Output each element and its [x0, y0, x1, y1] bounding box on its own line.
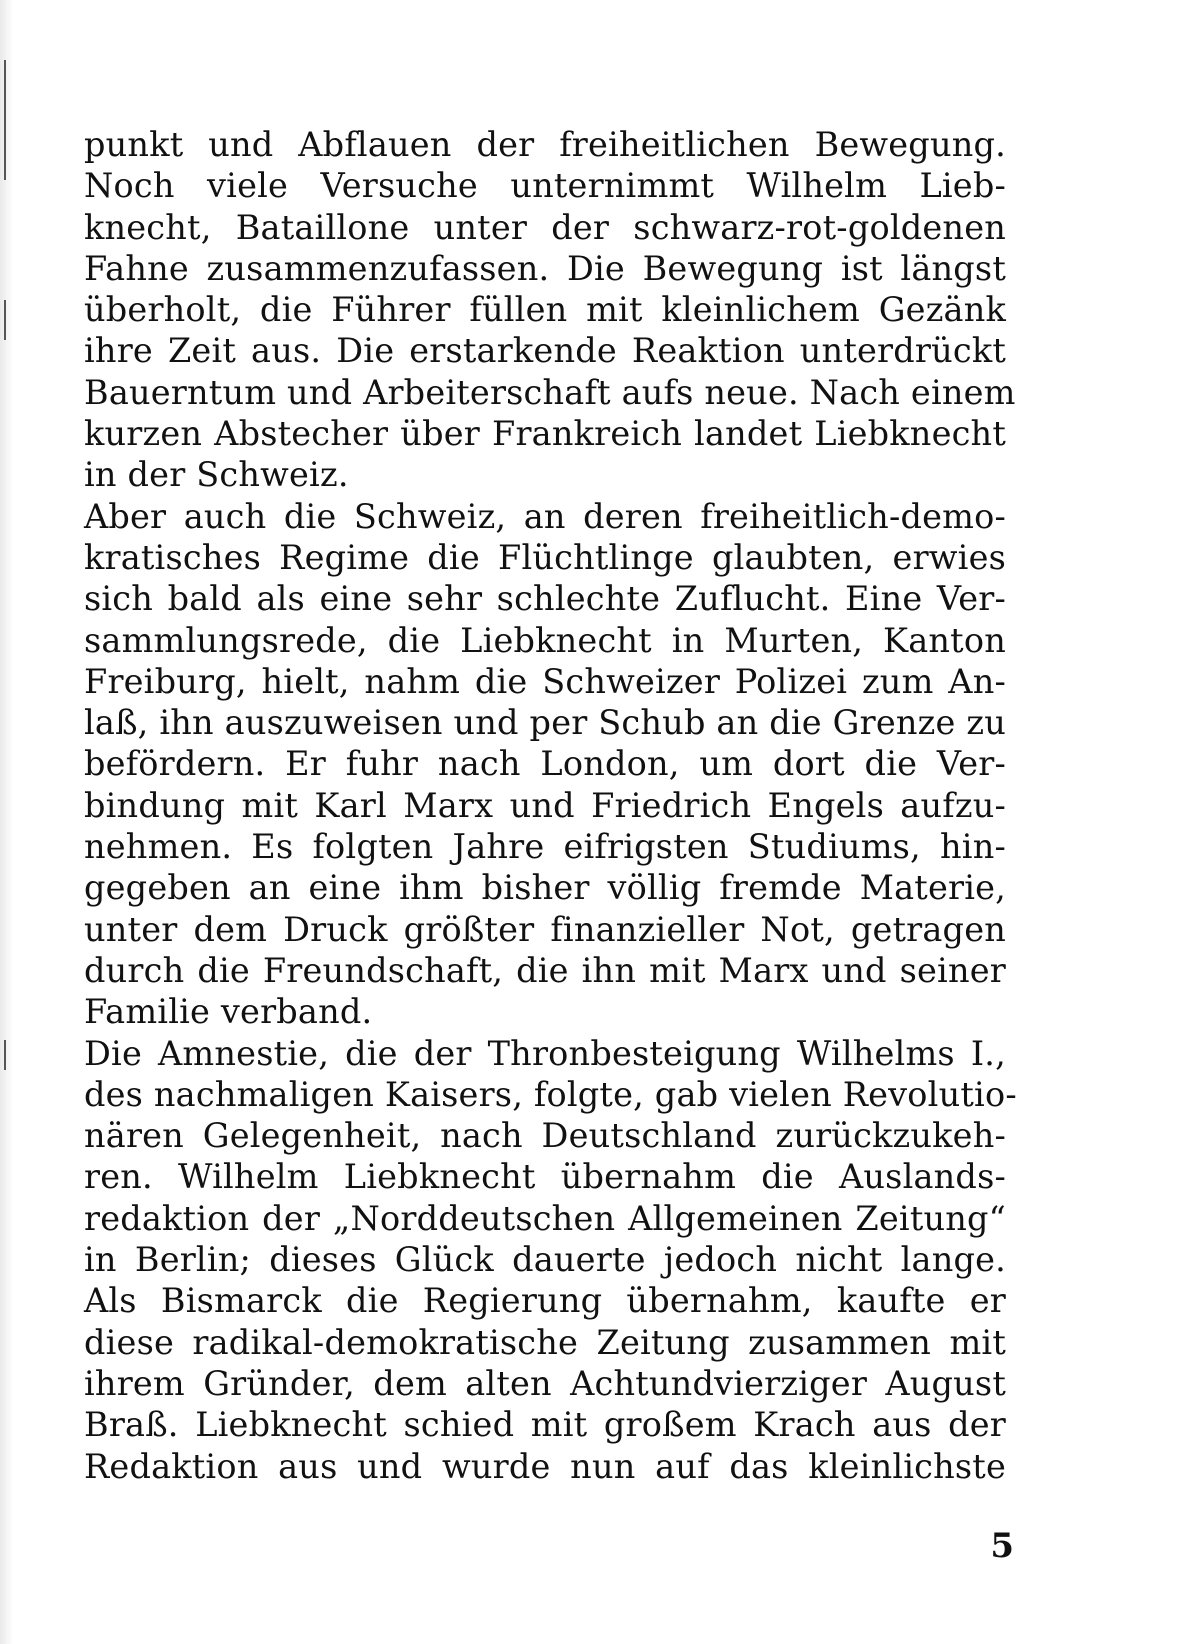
text-line: Bauerntum und Arbeiterschaft aufs neue. Nach einem — [84, 372, 1016, 412]
body-text — [84, 124, 1017, 1487]
text-line: kurzen Abstecher über Frankreich landet Liebknecht — [84, 414, 1006, 454]
text-line: Redaktion aus und wurde nun auf das kleinlichste — [84, 1446, 1006, 1486]
scan-edge-mark — [4, 60, 6, 180]
text-line: ihrem Gründer, dem alten Achtundvierziger August — [84, 1363, 1006, 1403]
text-line: in der Schweiz. — [84, 455, 349, 495]
scan-edge-mark — [4, 300, 6, 340]
text-line: kratisches Regime die Flüchtlinge glaubten, erwies — [84, 537, 1006, 577]
text-line: ihre Zeit aus. Die erstarkende Reaktion unterdrückt — [84, 331, 1006, 371]
text-line: Braß. Liebknecht schied mit großem Krach aus der — [84, 1405, 1006, 1445]
text-line: in Berlin; dieses Glück dauerte jedoch nicht lange. — [84, 1240, 1006, 1280]
text-line: überholt, die Führer füllen mit kleinlichem Gezänk — [84, 290, 1006, 330]
text-line: Noch viele Versuche unternimmt Wilhelm Lieb- — [84, 166, 1006, 206]
text-line: befördern. Er fuhr nach London, um dort die Ver- — [84, 744, 1006, 784]
text-line: laß, ihn auszuweisen und per Schub an die Grenze zu — [84, 703, 1006, 743]
text-line: durch die Freundschaft, die ihn mit Marx und seiner — [84, 950, 1006, 990]
text-line: redaktion der „Norddeutschen Allgemeinen Zeitung“ — [84, 1198, 1006, 1238]
text-line: des nachmaligen Kaisers, folgte, gab vielen Revolutio- — [84, 1074, 1017, 1114]
text-line: bindung mit Karl Marx und Friedrich Engels aufzu- — [84, 785, 1006, 825]
scan-edge-mark — [4, 1040, 6, 1070]
text-line: gegeben an eine ihm bisher völlig fremde Materie, — [84, 868, 1006, 908]
text-line: Freiburg, hielt, nahm die Schweizer Polizei zum An- — [84, 661, 1006, 701]
text-line: diese radikal-demokratische Zeitung zusammen mit — [84, 1322, 1006, 1362]
text-line: Fahne zusammenzufassen. Die Bewegung ist längst — [84, 248, 1006, 288]
text-line: unter dem Druck größter finanzieller Not, getragen — [84, 909, 1006, 949]
text-line: Aber auch die Schweiz, an deren freiheitlich-demo- — [84, 496, 1006, 536]
text-line: punkt und Abflauen der freiheitlichen Bewegung. — [84, 125, 1006, 164]
scan-edge-shadow — [0, 0, 14, 1644]
text-line: sammlungsrede, die Liebknecht in Murten, Kanton — [84, 620, 1006, 660]
text-line: nären Gelegenheit, nach Deutschland zurückzukeh- — [84, 1116, 1006, 1156]
text-line: Familie verband. — [84, 992, 373, 1032]
text-line: knecht, Bataillone unter der schwarz-rot-goldenen — [84, 207, 1006, 247]
text-line: nehmen. Es folgten Jahre eifrigsten Studiums, hin- — [84, 827, 1006, 867]
page-number: 5 — [990, 1526, 1014, 1566]
text-line: Die Amnestie, die der Thronbesteigung Wilhelms I., — [84, 1033, 1006, 1073]
text-line: Als Bismarck die Regierung übernahm, kaufte er — [84, 1281, 1006, 1321]
text-line: ren. Wilhelm Liebknecht übernahm die Auslands- — [84, 1157, 1006, 1197]
text-line: sich bald als eine sehr schlechte Zuflucht. Eine Ver- — [84, 579, 1006, 619]
